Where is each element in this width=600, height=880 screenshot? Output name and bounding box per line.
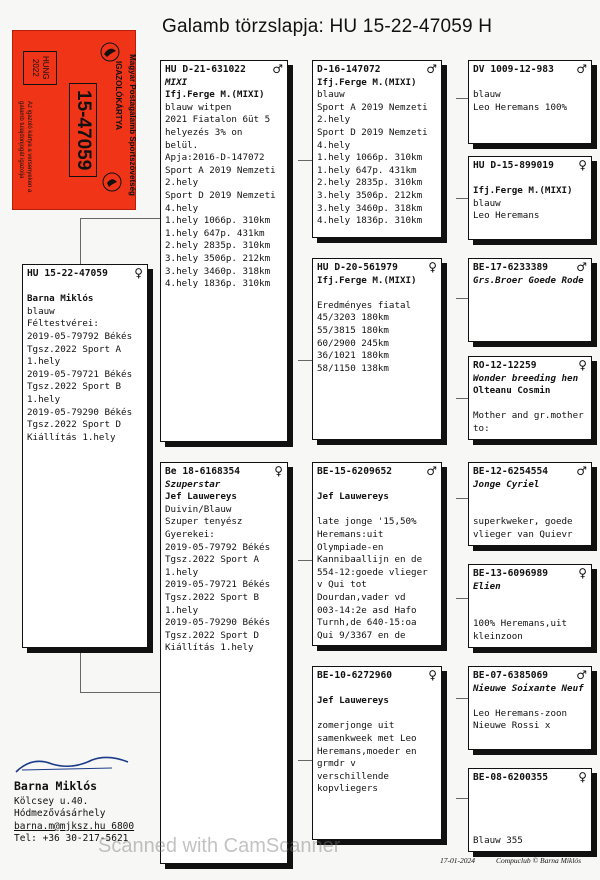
info-line: 3.hely 3506p. 212km (165, 252, 271, 264)
info-line: 45/3203 180km (317, 312, 389, 324)
pigeon-stamp-icon (101, 171, 123, 193)
signature-icon (12, 752, 132, 776)
info-line: Mother and gr.mother (473, 410, 584, 422)
info-line: 1.hely (27, 356, 61, 368)
info-line (317, 479, 437, 492)
info-line: Kiállítás 1.hely (165, 642, 254, 654)
ticket-ring-year: 2022 (31, 58, 40, 77)
great-grandparent-card (468, 666, 592, 750)
info-line: 554-12:goede vlieger (317, 566, 428, 578)
info-line: Heremans:uit (317, 528, 384, 540)
info-line (27, 281, 143, 294)
connector-line (298, 160, 312, 161)
owner-name: Jef Lauwereys (317, 695, 389, 707)
info-line (473, 606, 587, 619)
info-line: 4.hely 1836p. 310km (165, 278, 271, 290)
sex-icon: ♀ (274, 464, 283, 478)
pigeon-ring: BE-07-6385069 (473, 670, 549, 681)
info-line: 3.hely 3460p. 318km (165, 265, 271, 277)
info-line: Leo Heremans (473, 210, 540, 222)
info-line: 1.hely 1066p. 310km (165, 215, 271, 227)
info-line: zomerjonge uit (317, 720, 395, 732)
pigeon-ring: Be 18-6168354 (165, 466, 241, 477)
info-line: 003-14:2e asd Hafo (317, 604, 417, 616)
info-line: Szuper tenyész (165, 516, 243, 528)
great-grandparent-card (468, 462, 592, 546)
owner-name: Jef Lauwereys (165, 491, 237, 503)
info-line: 55/3815 180km (317, 324, 389, 336)
info-line (473, 77, 587, 90)
pigeon-name: Nieuwe Soixante Neuf (473, 682, 584, 694)
info-line: Nieuwe Rossi x (473, 720, 551, 732)
breeder-name: Barna Miklós (14, 779, 98, 793)
ticket-note: Az igazoló kártya a versenyeken a galamb tulajdonjogát igazolja (18, 101, 32, 193)
pigeon-ring: RO-12-12259 (473, 360, 537, 371)
connector-line (456, 498, 468, 499)
info-line: 2.hely 2835p. 310km (317, 177, 423, 189)
owner-name: Jef Lauwereys (317, 491, 389, 503)
ticket-card-type: IGAZOLÓKÁRTYA (114, 61, 123, 131)
info-line: Olympiade-en (317, 541, 384, 553)
info-line: 2.hely 2835p. 310km (165, 240, 271, 252)
pigeon-ring: DV 1009-12-983 (473, 64, 554, 75)
info-line (317, 504, 437, 517)
breeder-phone: Tel: +36 30-217-5621 (14, 833, 129, 845)
info-line: grmdr v (317, 758, 356, 770)
sex-icon: ♂ (426, 464, 437, 478)
info-line: Leo Heremans-zoon (473, 707, 568, 719)
info-line: verschillende (317, 770, 389, 782)
info-line: Heremans,moeder en (317, 745, 417, 757)
info-line: belül. (165, 139, 199, 151)
pigeon-ring: D-16-147072 (317, 64, 381, 75)
connector-line (80, 218, 160, 219)
connector-line (456, 698, 468, 699)
pigeon-ring: HU D-15-899019 (473, 160, 554, 171)
connector-line (456, 198, 468, 199)
sex-icon: ♂ (576, 464, 587, 478)
info-line: Kannibaallijn en de (317, 554, 423, 566)
owner-name: Ifj.Ferge M.(MIXI) (165, 89, 265, 101)
info-line: 4.hely (317, 139, 351, 151)
ticket-ring (23, 51, 57, 85)
sex-icon: ♂ (576, 668, 587, 682)
info-line: kopvliegers (317, 783, 378, 795)
sex-icon: ♂ (576, 260, 587, 274)
info-line: blauw (317, 89, 345, 101)
info-line: Kiállítás 1.hely (27, 431, 116, 443)
info-line: 2019-05-79721 Békés (165, 579, 271, 591)
info-line (473, 797, 587, 810)
info-line: 1.hely (165, 566, 199, 578)
connector-line (456, 398, 468, 399)
info-line: 3.hely 3460p. 318km (317, 202, 423, 214)
connector-line (298, 360, 312, 361)
info-line: superkweker, goede (473, 516, 573, 528)
breeder-street: Kölcsey u.40. (14, 795, 89, 807)
software-credit: Compuclub © Barna Miklós (496, 856, 582, 865)
pigeon-name: MIXI (165, 76, 188, 88)
info-line: 2021 Fiatalon 6üt 5 (165, 114, 271, 126)
pigeon-ring: BE-08-6200355 (473, 772, 549, 783)
info-line: 100% Heremans,uit (473, 618, 568, 630)
info-line: vlieger van Quievr (473, 528, 573, 540)
ticket-ring-country: HUNG (41, 56, 50, 80)
ticket-number: 15-47059 (69, 83, 97, 177)
info-line: Sport A 2019 Nemzeti (317, 101, 428, 113)
info-line: helyezés 3% on (165, 126, 243, 138)
info-line: kleinzoon (473, 630, 523, 642)
info-line: 2.hely (165, 177, 199, 189)
connector-line (298, 760, 312, 761)
info-line: samenkweek met Leo (317, 732, 417, 744)
info-line: Tgsz.2022 Sport B (27, 381, 122, 393)
sex-icon: ♀ (578, 770, 587, 784)
info-line: Apja:2016-D-147072 (165, 152, 265, 164)
info-line: v Qui tot (317, 579, 367, 591)
connector-line (298, 560, 312, 561)
info-line: 1.hely 647p. 431km (317, 164, 417, 176)
pigeon-name: Wonder breeding hen (473, 372, 579, 384)
owner-name: Ifj.Ferge M.(MIXI) (317, 76, 417, 88)
info-line: 2.hely (317, 114, 351, 126)
page-title: Galamb törzslapja: HU 15-22-47059 H (162, 16, 493, 37)
sex-icon: ♀ (428, 668, 437, 682)
info-line: Duivin/Blauw (165, 503, 232, 515)
grandsire-maternal-card (312, 462, 442, 646)
pigeon-name: Szuperstar (165, 478, 221, 490)
sex-icon: ♀ (578, 358, 587, 372)
great-grandparent-card (468, 60, 592, 144)
info-line (473, 785, 587, 798)
sex-icon: ♂ (576, 62, 587, 76)
info-line: blauw (473, 89, 501, 101)
pigeon-name: Elien (473, 580, 501, 592)
info-line: blauw witpen (165, 101, 232, 113)
sex-icon: ♂ (426, 62, 437, 76)
subject-pigeon-card (22, 264, 148, 648)
info-line: Sport D 2019 Nemzeti (165, 189, 276, 201)
info-line: 1.hely (165, 604, 199, 616)
granddam-maternal-card (312, 666, 442, 840)
connector-line (456, 98, 468, 99)
info-line: blauw (27, 305, 55, 317)
pigeon-ring: BE-13-6096989 (473, 568, 549, 579)
connector-line (456, 298, 468, 299)
info-line (473, 810, 587, 823)
info-line: late jonge '15,50% (317, 516, 417, 528)
granddam-paternal-card (312, 258, 442, 440)
ownership-card (12, 30, 136, 210)
info-line: 4.hely (165, 202, 199, 214)
pigeon-ring: HU D-21-631022 (165, 64, 246, 75)
mother-pigeon-card (160, 462, 288, 864)
great-grandparent-card (468, 768, 592, 852)
scanner-watermark: Scanned with CamScanner (98, 835, 341, 857)
father-pigeon-card (160, 60, 288, 442)
pigeon-ring: BE-17-6233389 (473, 262, 549, 273)
connector-line (80, 218, 81, 264)
info-line (473, 398, 587, 411)
info-line: Tgsz.2022 Sport A (165, 554, 260, 566)
info-line: 2019-05-79792 Békés (27, 330, 133, 342)
info-line: Blauw 355 (473, 834, 523, 846)
info-line: 36/1021 180km (317, 350, 389, 362)
info-line (473, 504, 587, 517)
great-grandparent-card (468, 356, 592, 440)
info-line: Sport D 2019 Nemzeti (317, 126, 428, 138)
info-line: 60/2900 245km (317, 337, 389, 349)
print-date: 17-01-2024 (440, 856, 475, 865)
info-line: Féltestvérei: (27, 318, 99, 330)
info-line (473, 593, 587, 606)
pigeon-name: Jonge Cyriel (473, 478, 540, 490)
pigeon-ring: HU 15-22-47059 (27, 268, 108, 279)
info-line: 2019-05-79792 Békés (165, 541, 271, 553)
sex-icon: ♀ (428, 260, 437, 274)
connector-line (80, 692, 160, 693)
breeder-city: Hódmezővásárhely (14, 808, 106, 820)
pigeon-ring: HU D-20-561979 (317, 262, 398, 273)
connector-line (456, 598, 468, 599)
info-line: to: (473, 422, 490, 434)
great-grandparent-card (468, 564, 592, 648)
info-line (473, 822, 587, 835)
info-line: Qui 9/3367 en de (317, 629, 406, 641)
grandsire-paternal-card (312, 60, 442, 238)
owner-name: Olteanu Cosmin (473, 385, 551, 397)
breeder-email: barna.m@mjksz.hu 6800 (14, 820, 135, 832)
info-line: Gyerekei: (165, 528, 215, 540)
info-line: 2019-05-79290 Békés (27, 406, 133, 418)
info-line: Dourdan,vader vd (317, 591, 406, 603)
info-line (473, 173, 587, 186)
info-line: Turnh,de 640-15:oa (317, 617, 417, 629)
info-line: Tgsz.2022 Sport B (165, 591, 260, 603)
pigeon-name: Grs.Broer Goede Rode (473, 274, 584, 286)
info-line (317, 287, 437, 300)
info-line (473, 491, 587, 504)
info-line: 1.hely (27, 393, 61, 405)
pigeon-ring: BE-10-6272960 (317, 670, 393, 681)
pigeon-ring: BE-12-6254554 (473, 466, 549, 477)
info-line: Tgsz.2022 Sport A (27, 343, 122, 355)
info-line: 2019-05-79290 Békés (165, 617, 271, 629)
great-grandparent-card (468, 156, 592, 240)
info-line: 1.hely 647p. 431km (165, 227, 265, 239)
info-line: Tgsz.2022 Sport D (27, 419, 122, 431)
info-line (473, 695, 587, 708)
info-line: 4.hely 1836p. 310km (317, 215, 423, 227)
info-line: blauw (473, 197, 501, 209)
sex-icon: ♀ (578, 158, 587, 172)
info-line: 2019-05-79721 Békés (27, 368, 133, 380)
owner-name: Ifj.Ferge M.(MIXI) (473, 185, 573, 197)
info-line: 1.hely 1066p. 310km (317, 152, 423, 164)
info-line (317, 683, 437, 696)
info-line (317, 708, 437, 721)
info-line: Eredményes fiatal (317, 299, 412, 311)
sex-icon: ♀ (578, 566, 587, 580)
sex-icon: ♂ (272, 62, 283, 76)
info-line: Leo Heremans 100% (473, 101, 568, 113)
connector-line (80, 648, 81, 692)
ticket-heading: Magyar Postagalamb Sportszövetség (128, 54, 137, 196)
connector-line (456, 798, 468, 799)
great-grandparent-card (468, 258, 592, 342)
owner-name: Barna Miklós (27, 293, 94, 305)
info-line: Tgsz.2022 Sport D (165, 629, 260, 641)
pigeon-ring: BE-15-6209652 (317, 466, 393, 477)
owner-name: Ifj.Ferge M.(MIXI) (317, 274, 417, 286)
info-line: 3.hely 3506p. 212km (317, 189, 423, 201)
sex-icon: ♀ (134, 266, 143, 280)
info-line: 58/1150 138km (317, 362, 389, 374)
info-line: Sport A 2019 Nemzeti (165, 164, 276, 176)
pigeon-logo-icon (99, 41, 121, 63)
